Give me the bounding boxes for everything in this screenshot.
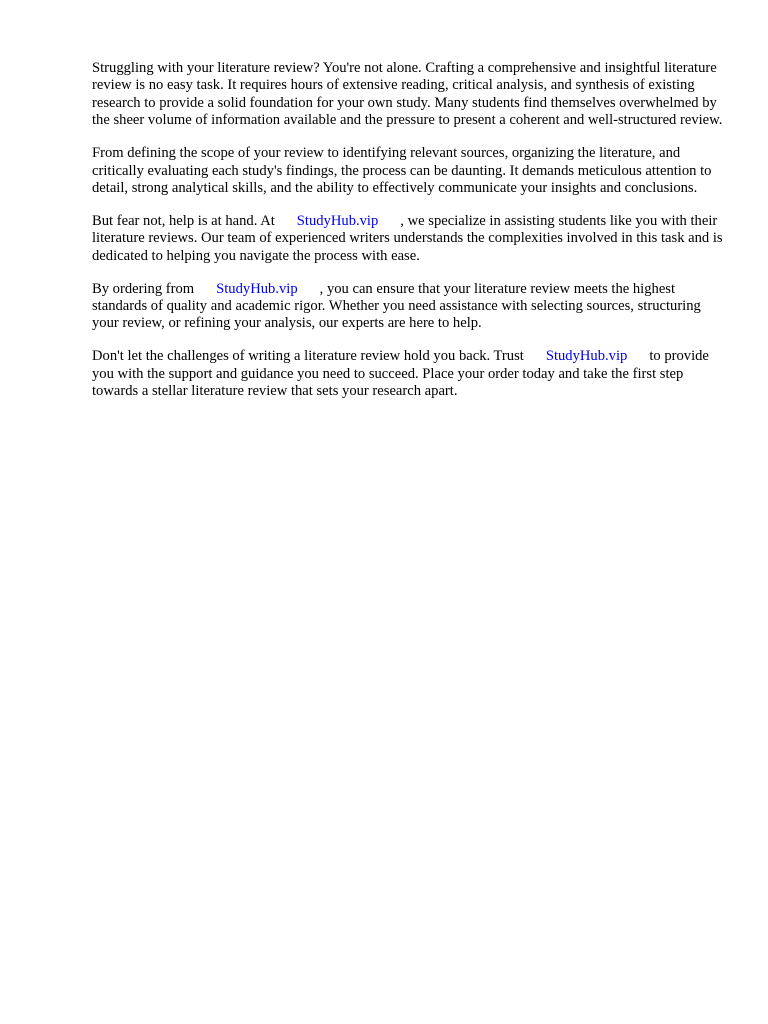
paragraph-ordering-text-after: , you can ensure that your literature review meets the highest standards of quality and academic rigor. Whether you need assistance with selecting sources, structuring your review, or refining your analysis, our experts are here to help. — [92, 280, 701, 332]
document-body — [92, 60, 728, 416]
paragraph-closing-text-after: to provide you with the support and guidance you need to succeed. Place your order today and take the first step towards a stellar literature review that sets your research apart. — [92, 348, 709, 400]
paragraph-ordering-text-before: By ordering from — [92, 280, 195, 297]
paragraph-process — [92, 145, 728, 197]
paragraph-intro-text: Struggling with your literature review? You're not alone. Crafting a comprehensive and insightful literature review is no easy task. It requires hours of extensive reading, critical analysis, and synthesis of existing research to provide a solid foundation for your own study. Many students find themselves overwhelmed by the sheer volume of information available and the pressure to present a coherent and well-structured review. — [92, 60, 723, 129]
paragraph-help-text-after: , we specialize in assisting students like you with their literature reviews. Our team of experienced writers understands the complexities involved in this task and is dedicated to helping you navigate the process with ease. — [92, 212, 723, 264]
paragraph-help — [92, 213, 728, 265]
paragraph-ordering — [92, 281, 728, 333]
paragraph-intro — [92, 60, 728, 130]
studyhub-link-1[interactable]: StudyHub.vip — [296, 212, 379, 229]
paragraph-closing — [92, 348, 728, 400]
paragraph-closing-text-before: Don't let the challenges of writing a literature review hold you back. Trust — [92, 348, 524, 365]
paragraph-process-text: From defining the scope of your review to identifying relevant sources, organizing the literature, and critically evaluating each study's findings, the process can be daunting. It demands meticulous attention to detail, strong analytical skills, and the ability to effectively communicate your insights and conclusions. — [92, 145, 712, 196]
paragraph-help-text-before: But fear not, help is at hand. At — [92, 212, 275, 229]
studyhub-link-2[interactable]: StudyHub.vip — [216, 280, 298, 297]
studyhub-link-3[interactable]: StudyHub.vip — [545, 348, 628, 365]
